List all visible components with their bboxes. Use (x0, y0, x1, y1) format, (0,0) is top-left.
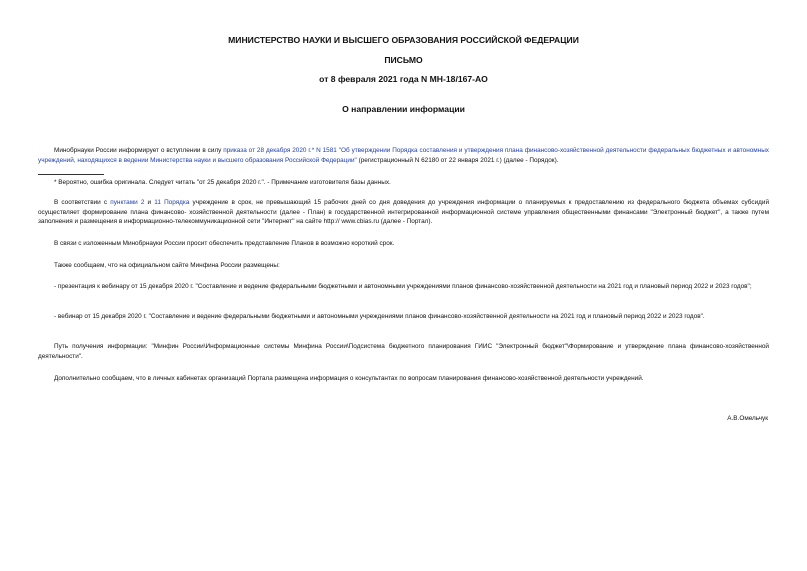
paragraph-7 (38, 342, 769, 361)
paragraph-4-text: Также сообщаем, что на официальном сайте Минфина России размещены: (54, 262, 280, 269)
order-1581-link[interactable]: приказа от 28 декабря 2020 г.* N 1581 "Об утверждении Порядка составления и утверждения плана финансово-хозяйственной деятельности федеральных бюджетных и автономных учреждений, находящихся в ведении Министерства науки и высшего образования Российской Федерации" (38, 147, 769, 164)
paragraph-6-text: - вебинар от 15 декабря 2020 г. "Составление и ведение федеральными бюджетными и автономными учреждениями планов финансово-хозяйственной деятельности на 2021 год и плановый период 2022 и 2023 годов". (54, 313, 705, 320)
paragraph-6 (38, 312, 769, 322)
document-type: ПИСЬМО (384, 55, 423, 65)
paragraph-1-text-end: (регистрационный N 62180 от 22 января 2021 г.) (далее - Порядок). (356, 156, 559, 164)
paragraph-2-text-end: учреждение в срок, не превышающий 15 рабочих дней со дня доведения до учреждения информации о планируемых к предоставлению из федерального бюджета объемах субсидий осуществляет формирование плана финансово- хозяйственной деятельности (далее - План) в государственной интегрированной информационной системе управления общественными финансами "Электронный бюджет", а также путем заполнения и размещения в информационно-телекоммуникационной сети "Интернет" на сайте http:// www.cbias.ru (далее - Портал). (38, 199, 770, 226)
paragraph-8 (38, 374, 769, 384)
signature: А.В.Омельчук (727, 415, 768, 422)
paragraph-5 (38, 282, 769, 292)
footnote (38, 178, 769, 188)
paragraph-1-text-start: Минобрнауки России информирует о вступлении в силу (54, 147, 224, 154)
paragraph-2-text-start: В соответствии с (54, 199, 111, 206)
paragraph-3-text: В связи с изложенным Минобрнауки России просит обеспечить представление Планов в возможно короткий срок. (54, 240, 395, 247)
footnote-divider (38, 174, 104, 175)
ministry-heading: МИНИСТЕРСТВО НАУКИ И ВЫСШЕГО ОБРАЗОВАНИЯ РОССИЙСКОЙ ФЕДЕРАЦИИ (228, 35, 579, 45)
paragraph-3 (38, 239, 769, 249)
paragraph-1 (38, 146, 769, 165)
paragraph-4 (38, 261, 769, 271)
document-date-number: от 8 февраля 2021 года N МН-18/167-АО (319, 74, 488, 84)
paragraph-2-text-and: и (144, 199, 155, 206)
paragraph-2 (38, 198, 769, 227)
paragraph-7-text: Путь получения информации: "Минфин России\Информационные системы Минфина России\Подсистема бюджетного планирования ГИИС "Электронный бюджет"\Формирование и утверждение плана финансово-хозяйственной деятельности". (38, 343, 769, 360)
clause-2-link[interactable]: пунктами 2 (110, 199, 145, 206)
footnote-text: * Вероятно, ошибка оригинала. Следует читать "от 25 декабря 2020 г.". - Примечание изготовителя базы данных. (54, 179, 391, 186)
paragraph-8-text: Дополнительно сообщаем, что в личных кабинетах организаций Портала размещена информация о консультантах по вопросам планирования финансово-хозяйственной деятельности учреждений. (54, 375, 644, 382)
clause-11-link[interactable]: 11 Порядка (154, 199, 190, 206)
document-subject: О направлении информации (342, 104, 465, 114)
paragraph-5-text: - презентация к вебинару от 15 декабря 2020 г. "Составление и ведение федеральными бюджетными и автономными учреждениями планов финансово-хозяйственной деятельности на 2021 год и плановый период 2022 и 2023 годов"; (54, 283, 752, 290)
